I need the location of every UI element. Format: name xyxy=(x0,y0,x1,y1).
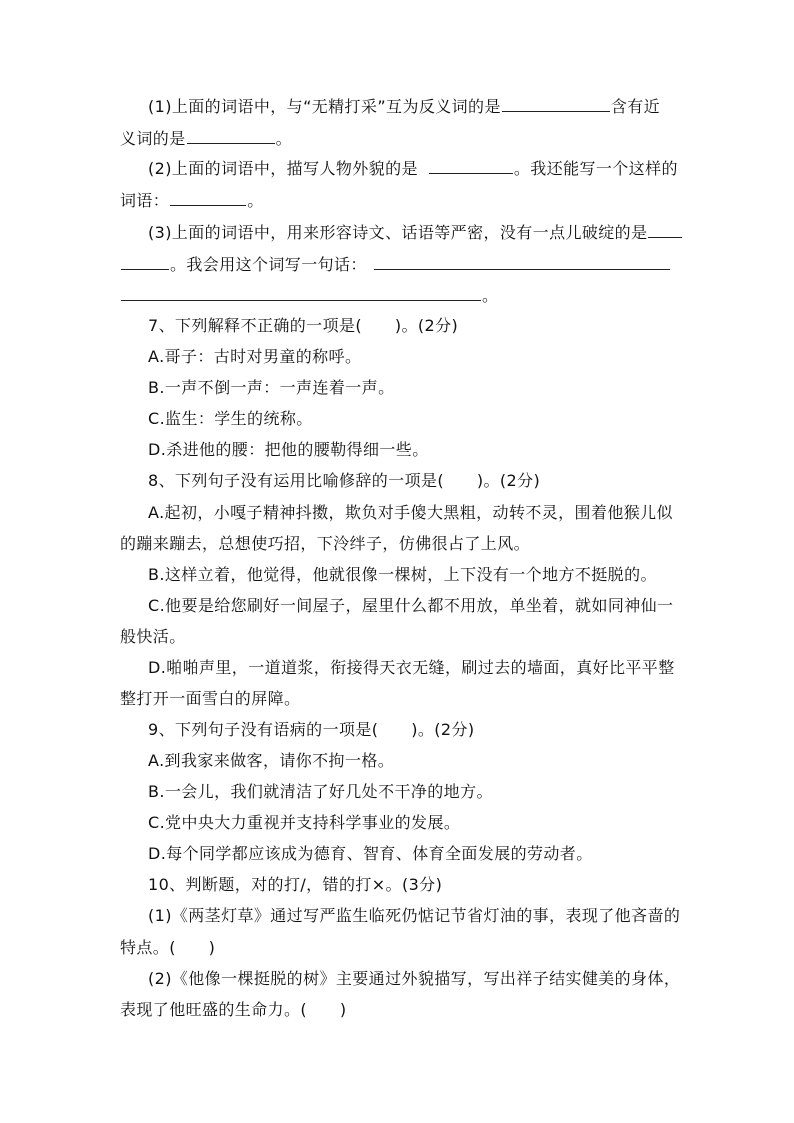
q6-sub2-line1 xyxy=(148,158,678,179)
q6-sub2-tail: 。我还能写一个这样的 xyxy=(513,159,678,178)
answer-blank[interactable] xyxy=(374,254,670,270)
q6-sub3-tail: 。我会用这个词写一句话： xyxy=(170,255,367,274)
q6-sub2-text: (2)上面的词语中，描写人物外貌的是 xyxy=(148,159,418,178)
answer-blank[interactable] xyxy=(502,96,610,112)
q9-option-c: C.党中央大力重视并支持科学事业的发展。 xyxy=(148,813,461,832)
q10-stem: 10、判断题，对的打/，错的打×。(3分) xyxy=(148,875,443,894)
q10-item1: (1)《两茎灯草》通过写严监生临死仍惦记节省灯油的事，表现了他吝啬的 xyxy=(148,906,681,925)
q8-option-d-cont: 整打开一面雪白的屏障。 xyxy=(120,689,301,708)
q7-option-a: A.哥子：古时对男童的称呼。 xyxy=(148,347,362,366)
q6-sub3-line2 xyxy=(120,254,671,275)
q6-sub3-end: 。 xyxy=(482,286,499,305)
q7-option-b: B.一声不倒一声：一声连着一声。 xyxy=(148,378,395,397)
q6-sub3-line1 xyxy=(148,222,683,243)
q6-sub2-line2 xyxy=(120,190,264,211)
q6-sub1-line1 xyxy=(148,96,660,117)
answer-blank[interactable] xyxy=(648,222,682,238)
q8-option-c: C.他要是给您刷好一间屋子，屋里什么都不用放，单坐着，就如同神仙一 xyxy=(148,596,674,615)
q6-sub2-text2: 词语： xyxy=(120,191,170,210)
answer-blank[interactable] xyxy=(170,190,246,206)
q6-sub1-line2 xyxy=(120,128,292,149)
q9-option-b: B.一会儿，我们就清洁了好几处不干净的地方。 xyxy=(148,782,493,801)
q6-sub1-text2: 义词的是 xyxy=(120,129,186,148)
q8-option-d: D.啪啪声里，一道道浆，衔接得天衣无缝，刷过去的墙面，真好比平平整 xyxy=(148,658,675,677)
q6-sub1-text: (1)上面的词语中，与“无精打采”互为反义词的是 xyxy=(148,97,501,116)
answer-blank[interactable] xyxy=(187,128,275,144)
q7-option-c: C.监生：学生的统称。 xyxy=(148,409,313,428)
q10-item2-cont: 表现了他旺盛的生命力。( ) xyxy=(120,1000,347,1019)
q8-option-a: A.起初，小嘎子精神抖擞，欺负对手傻大黑粗，动转不灵，围着他猴儿似 xyxy=(148,503,673,522)
q6-sub3-text: (3)上面的词语中，用来形容诗文、话语等严密，没有一点儿破绽的是 xyxy=(148,223,648,242)
q9-option-a: A.到我家来做客，请你不拘一格。 xyxy=(148,751,395,770)
q8-option-a-cont: 的蹦来蹦去，总想使巧招，下泠绊子，仿佛很占了上风。 xyxy=(120,534,531,553)
q6-sub2-end: 。 xyxy=(247,191,264,210)
q8-option-c-cont: 般快活。 xyxy=(120,627,186,646)
q8-stem: 8、下列句子没有运用比喻修辞的一项是( )。(2分) xyxy=(148,471,541,490)
q8-option-b: B.这样立着，他觉得，他就很像一棵树，上下没有一个地方不挺脱的。 xyxy=(148,565,657,584)
q6-sub1-end: 。 xyxy=(275,129,293,148)
q7-option-d: D.杀进他的腰：把他的腰勒得细一些。 xyxy=(148,440,429,459)
q7-stem: 7、下列解释不正确的一项是( )。(2分) xyxy=(148,316,459,335)
answer-blank[interactable] xyxy=(121,254,169,270)
q6-sub3-line3 xyxy=(120,285,498,306)
q6-sub1-tail: 含有近 xyxy=(610,97,661,116)
q10-item2: (2)《他像一棵挺脱的树》主要通过外貌描写，写出祥子结实健美的身体， xyxy=(148,969,681,988)
answer-blank[interactable] xyxy=(429,158,513,174)
q10-item1-cont: 特点。( ) xyxy=(120,938,216,957)
q9-option-d: D.每个同学都应该成为德育、智育、体育全面发展的劳动者。 xyxy=(148,844,593,863)
answer-blank[interactable] xyxy=(121,285,481,301)
q9-stem: 9、下列句子没有语病的一项是( )。(2分) xyxy=(148,720,475,739)
